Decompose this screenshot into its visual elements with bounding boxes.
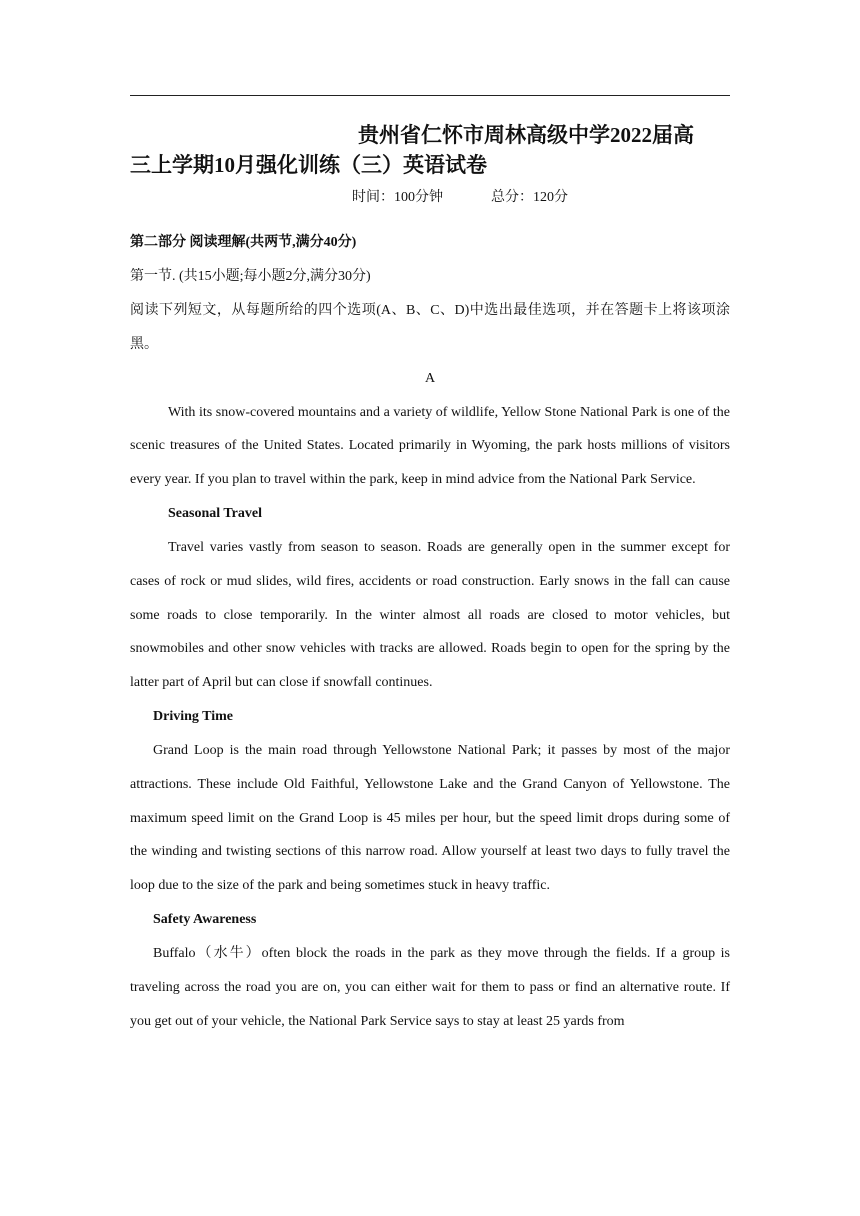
driving-heading: Driving Time — [153, 708, 233, 724]
document-content — [130, 120, 730, 1038]
header-rule — [130, 95, 730, 96]
seasonal-heading: Seasonal Travel — [168, 505, 262, 521]
instructions: 阅读下列短文，从每题所给的四个选项(A、B、C、D)中选出最佳选项，并在答题卡上将该项涂黑。 — [130, 303, 730, 352]
exam-title — [130, 120, 730, 180]
driving-text: Grand Loop is the main road through Yellowstone National Park; it passes by most of the major attractions. These include Old Faithful, Yellowstone Lake and the Grand Canyon of Yellowstone. The maximum speed limit on the Grand Loop is 45 miles per hour, but the speed limit drops during some of the winding and twisting sections of this narrow road. Allow yourself at least two days to fully travel the loop due to the size of the park and being sometimes stuck in heavy traffic. — [130, 742, 730, 894]
safety-text: Buffalo（水牛）often block the roads in the park as they move through the fields. If a group is traveling across the road you are on, you can either wait for them to pass or find an alternative route. If you get out of your vehicle, the National Park Service says to stay at least 25 yards from — [130, 945, 730, 1029]
exam-time: 时间：100分钟 — [352, 190, 443, 205]
passage-letter: A — [424, 370, 436, 386]
exam-title-line2: 三上学期10月强化训练（三）英语试卷 — [130, 153, 487, 177]
section-heading: 第二部分 阅读理解(共两节,满分40分) — [130, 235, 357, 250]
exam-title-line1: 贵州省仁怀市周林高级中学2022届高 — [358, 123, 694, 147]
safety-heading: Safety Awareness — [153, 911, 257, 927]
subsection-heading: 第一节. (共15小题;每小题2分,满分30分) — [130, 269, 371, 284]
exam-total: 总分：120分 — [491, 190, 568, 205]
exam-meta — [130, 188, 730, 208]
seasonal-text: Travel varies vastly from season to season. Roads are generally open in the summer except for cases of rock or mud slides, wild fires, accidents or road construction. Early snows in the fall can cause some roads to close temporarily. In the winter almost all roads are closed to motor vehicles, but snowmobiles and other snow vehicles with tracks are allowed. Roads begin to open for the spring by the latter part of April but can close if snowfall continues. — [130, 539, 730, 691]
passage-intro: With its snow-covered mountains and a variety of wildlife, Yellow Stone National Park is one of the scenic treasures of the United States. Located primarily in Wyoming, the park hosts millions of visitors every year. If you plan to travel within the park, keep in mind advice from the National Park Service. — [130, 404, 730, 488]
